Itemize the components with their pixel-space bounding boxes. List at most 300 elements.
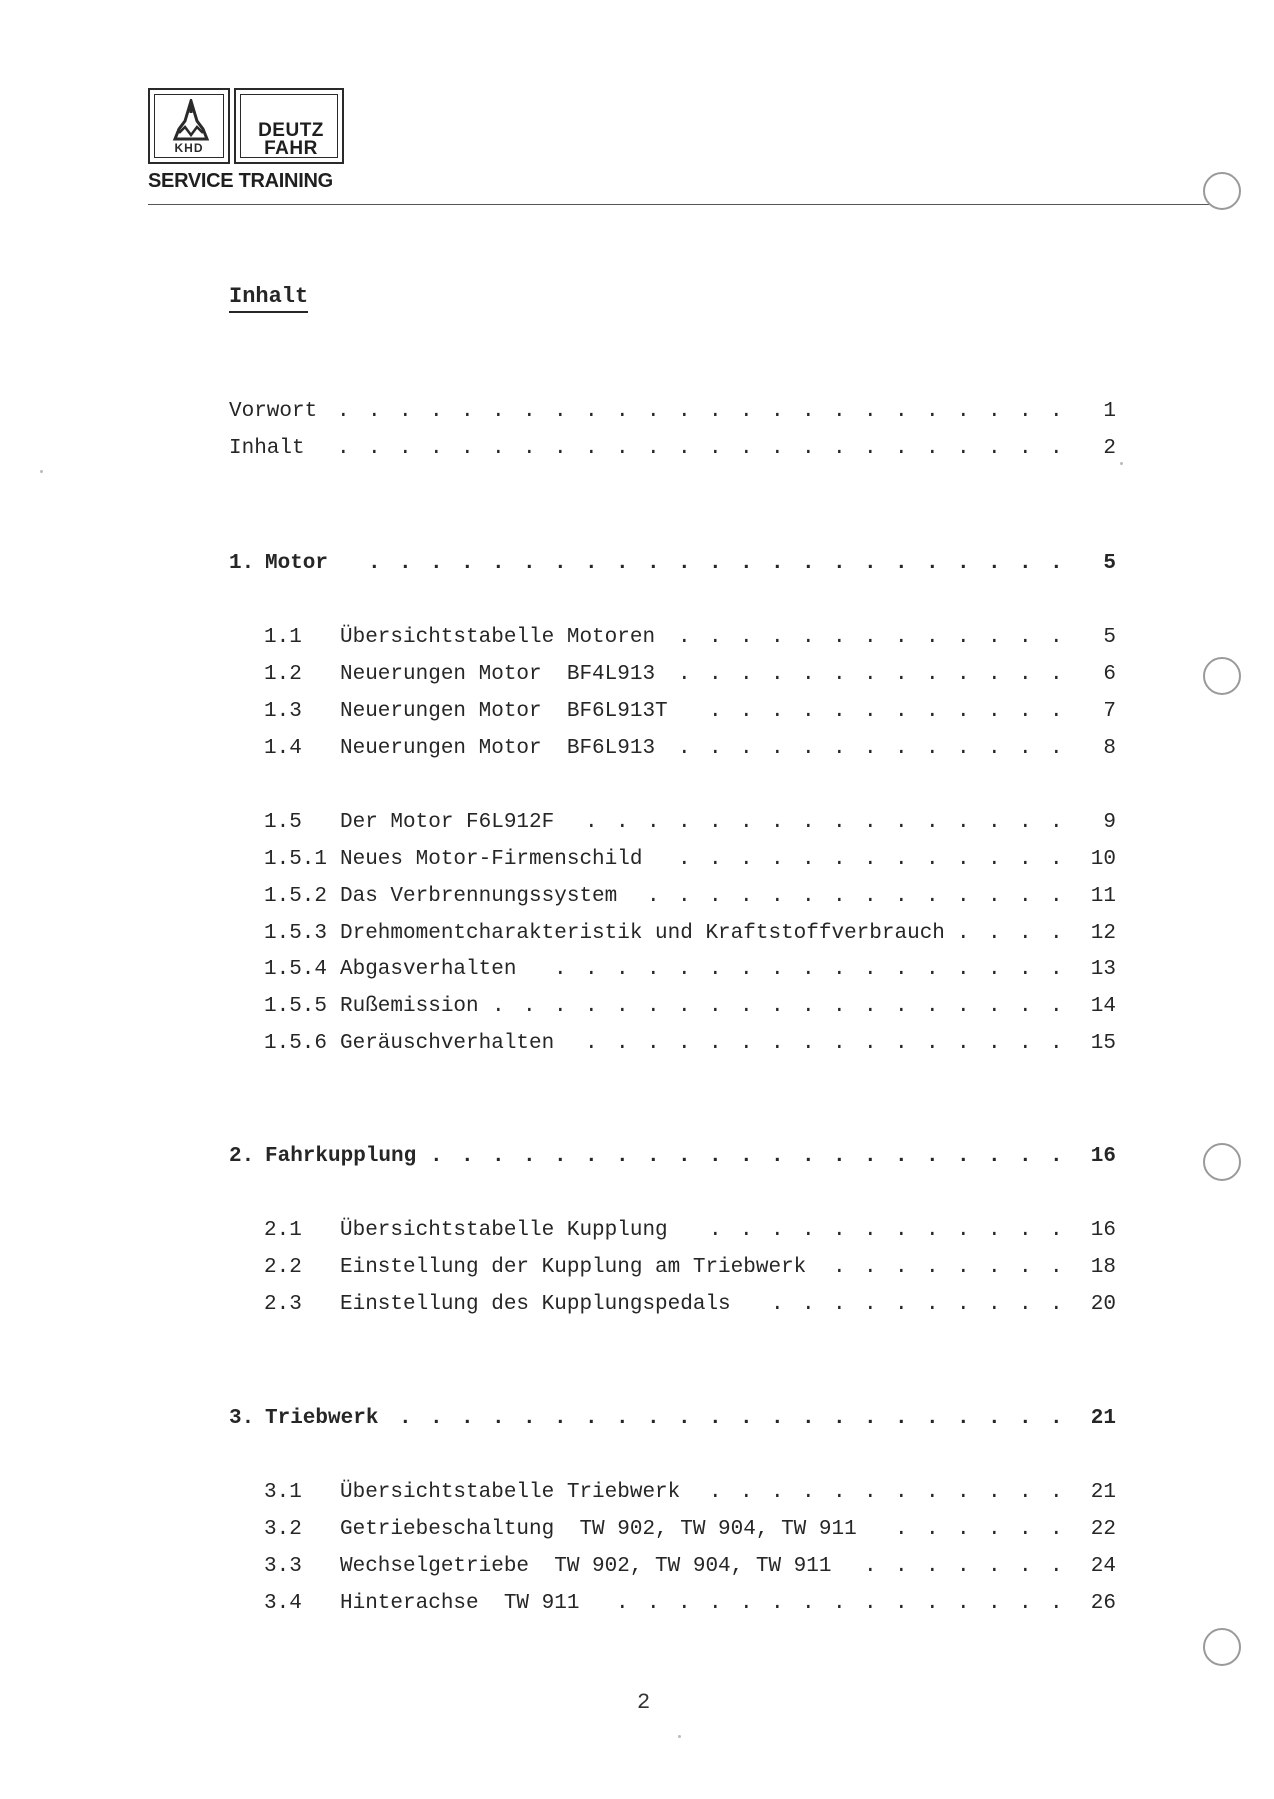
leader-dot: . <box>740 437 753 460</box>
toc-entry <box>264 1029 1116 1059</box>
leader-dot: . <box>864 1293 877 1316</box>
leader-dot: . <box>585 811 598 834</box>
leader-dot: . <box>771 1219 784 1242</box>
toc-entry <box>229 1404 1116 1434</box>
leader-dot: . <box>957 437 970 460</box>
leader-dot: . <box>895 737 908 760</box>
leader-dot: . <box>957 1481 970 1504</box>
leader-dot: . <box>616 552 629 575</box>
leader-dot: . <box>957 811 970 834</box>
leader-dot: . <box>926 1256 939 1279</box>
toc-entry-title: Getriebeschaltung TW 902, TW 904, TW 911 <box>340 1518 857 1541</box>
leader-dot: . <box>1019 922 1032 945</box>
leader-dot: . <box>678 400 691 423</box>
leader-dot: . <box>678 663 691 686</box>
toc-entry-title: Übersichtstabelle Triebwerk <box>340 1481 681 1504</box>
leader-dot: . <box>1050 922 1063 945</box>
leader-dot: . <box>957 1518 970 1541</box>
toc-entry-page: 21 <box>1090 1407 1116 1430</box>
leader-dot: . <box>988 1256 1001 1279</box>
leader-dot: . <box>802 958 815 981</box>
leader-dot: . <box>461 552 474 575</box>
leader-dot: . <box>647 811 660 834</box>
leader-dot: . <box>1019 626 1032 649</box>
leader-dot: . <box>430 400 443 423</box>
leader-dot: . <box>430 1145 443 1168</box>
leader-dot: . <box>895 437 908 460</box>
leader-dot: . <box>1019 958 1032 981</box>
leader-dot: . <box>1019 848 1032 871</box>
leader-dot: . <box>895 958 908 981</box>
leader-dot: . <box>802 1032 815 1055</box>
leader-dot: . <box>585 437 598 460</box>
toc-entry-title: Triebwerk <box>265 1407 379 1430</box>
toc-entry <box>264 623 1116 653</box>
leader-dot: . <box>895 1032 908 1055</box>
leader-dot: . <box>492 995 505 1018</box>
toc-entry-page: 14 <box>1090 995 1116 1018</box>
toc-entry-page: 24 <box>1090 1555 1116 1578</box>
toc-entry-number: 1.5.1 <box>264 848 328 871</box>
leader-dot: . <box>957 1293 970 1316</box>
leader-dot: . <box>957 885 970 908</box>
leader-dot: . <box>647 885 660 908</box>
leader-dot: . <box>802 626 815 649</box>
leader-dot: . <box>957 1145 970 1168</box>
scan-speck <box>678 1735 681 1738</box>
leader-dot: . <box>895 400 908 423</box>
leader-dot: . <box>926 737 939 760</box>
leader-dot: . <box>740 663 753 686</box>
leader-dot: . <box>833 1407 846 1430</box>
leader-dot: . <box>740 700 753 723</box>
leader-dot: . <box>802 737 815 760</box>
leader-dot: . <box>926 1145 939 1168</box>
leader-dot: . <box>492 400 505 423</box>
leader-dot: . <box>1050 885 1063 908</box>
toc-entry-page: 5 <box>1103 626 1116 649</box>
leader-dot: . <box>1019 1518 1032 1541</box>
leader-dot: . <box>895 1592 908 1615</box>
leader-dot: . <box>678 1145 691 1168</box>
toc-entry-number: 1.5.5 <box>264 995 328 1018</box>
toc-entry-page: 6 <box>1103 663 1116 686</box>
toc-entry <box>229 549 1116 579</box>
leader-dot: . <box>1019 437 1032 460</box>
leader-dot: . <box>926 1407 939 1430</box>
leader-dot: . <box>988 1555 1001 1578</box>
toc-entry-number: 1.5.2 <box>264 885 328 908</box>
toc-entry-page: 22 <box>1090 1518 1116 1541</box>
toc-entry-title: Übersichtstabelle Kupplung <box>340 1219 668 1242</box>
toc-entry <box>264 660 1116 690</box>
leader-dot: . <box>988 885 1001 908</box>
toc-entry-title: Das Verbrennungssystem <box>340 885 618 908</box>
leader-dot: . <box>647 1592 660 1615</box>
leader-dot: . <box>740 626 753 649</box>
leader-dot: . <box>771 1407 784 1430</box>
leader-dot: . <box>957 626 970 649</box>
leader-dot: . <box>740 1407 753 1430</box>
toc-entry <box>264 1478 1116 1508</box>
leader-dot: . <box>616 811 629 834</box>
toc-entry-number: 2.3 <box>264 1293 302 1316</box>
toc-entry-title: Einstellung des Kupplungspedals <box>340 1293 731 1316</box>
leader-dot: . <box>895 1293 908 1316</box>
toc-entry-number: 1. <box>229 552 255 575</box>
leader-dot: . <box>771 848 784 871</box>
leader-dot: . <box>988 737 1001 760</box>
leader-dot: . <box>1050 400 1063 423</box>
toc-entry-title: Hinterachse TW 911 <box>340 1592 580 1615</box>
leader-dot: . <box>523 1145 536 1168</box>
leader-dot: . <box>709 1219 722 1242</box>
leader-dot: . <box>1050 1407 1063 1430</box>
leader-dot: . <box>864 1219 877 1242</box>
leader-dot: . <box>740 1145 753 1168</box>
leader-dot: . <box>895 1555 908 1578</box>
leader-dot: . <box>802 995 815 1018</box>
leader-dot: . <box>988 1032 1001 1055</box>
leader-dot: . <box>771 1032 784 1055</box>
leader-dot: . <box>926 848 939 871</box>
leader-dot: . <box>957 1555 970 1578</box>
toc-entry-number: 1.4 <box>264 737 302 760</box>
leader-dot: . <box>926 700 939 723</box>
leader-dot: . <box>1019 995 1032 1018</box>
toc-entry <box>264 992 1116 1022</box>
leader-dot: . <box>833 958 846 981</box>
leader-dot: . <box>802 552 815 575</box>
leader-dot: . <box>616 1592 629 1615</box>
leader-dot: . <box>833 400 846 423</box>
leader-dot: . <box>647 400 660 423</box>
leader-dot: . <box>833 1592 846 1615</box>
leader-dot: . <box>1050 1219 1063 1242</box>
leader-dot: . <box>895 1481 908 1504</box>
toc-entry-title: Übersichtstabelle Motoren <box>340 626 656 649</box>
binder-hole <box>1203 172 1241 210</box>
leader-dot: . <box>957 1219 970 1242</box>
leader-dot: . <box>895 1407 908 1430</box>
leader-dot: . <box>833 626 846 649</box>
leader-dot: . <box>802 1145 815 1168</box>
toc-entry-title: Inhalt <box>229 437 305 460</box>
leader-dot: . <box>926 626 939 649</box>
leader-dot: . <box>895 700 908 723</box>
leader-dot: . <box>647 552 660 575</box>
leader-dot: . <box>802 437 815 460</box>
toc-entry-number: 1.5.4 <box>264 958 328 981</box>
leader-dot: . <box>740 1481 753 1504</box>
leader-dot: . <box>864 400 877 423</box>
leader-dot: . <box>833 1256 846 1279</box>
leader-dot: . <box>1019 1555 1032 1578</box>
leader-dot: . <box>926 1555 939 1578</box>
leader-dot: . <box>678 552 691 575</box>
leader-dot: . <box>864 737 877 760</box>
toc-entry-page: 11 <box>1090 885 1116 908</box>
toc-entry-page: 20 <box>1090 1293 1116 1316</box>
toc-entry <box>229 434 1116 464</box>
leader-dot: . <box>771 400 784 423</box>
leader-dot: . <box>833 737 846 760</box>
leader-dot: . <box>740 1219 753 1242</box>
toc-entry-title: Rußemission <box>340 995 479 1018</box>
leader-dot: . <box>926 811 939 834</box>
khd-word: KHD <box>174 141 204 155</box>
leader-dot: . <box>709 626 722 649</box>
toc-entry <box>264 1589 1116 1619</box>
leader-dot: . <box>1019 400 1032 423</box>
leader-dot: . <box>1050 1481 1063 1504</box>
toc-entry-page: 16 <box>1090 1145 1116 1168</box>
leader-dot: . <box>1050 958 1063 981</box>
leader-dot: . <box>771 811 784 834</box>
leader-dot: . <box>895 1219 908 1242</box>
leader-dot: . <box>957 1592 970 1615</box>
leader-dot: . <box>554 995 567 1018</box>
leader-dot: . <box>647 1032 660 1055</box>
leader-dot: . <box>616 1407 629 1430</box>
leader-dot: . <box>647 1407 660 1430</box>
leader-dot: . <box>616 437 629 460</box>
toc-entry-page: 26 <box>1090 1592 1116 1615</box>
leader-dot: . <box>678 1032 691 1055</box>
leader-dot: . <box>740 400 753 423</box>
leader-dot: . <box>337 400 350 423</box>
leader-dot: . <box>709 958 722 981</box>
leader-dot: . <box>988 995 1001 1018</box>
leader-dot: . <box>678 1592 691 1615</box>
toc-entry-number: 1.5.6 <box>264 1032 328 1055</box>
leader-dot: . <box>1019 1407 1032 1430</box>
leader-dot: . <box>926 1592 939 1615</box>
leader-dot: . <box>554 400 567 423</box>
brand-line-1: DEUTZ <box>258 120 324 141</box>
leader-dot: . <box>492 1145 505 1168</box>
toc-entry-number: 1.3 <box>264 700 302 723</box>
leader-dot: . <box>833 885 846 908</box>
leader-dot: . <box>585 552 598 575</box>
toc-entry-title: Drehmomentcharakteristik und Kraftstoffverbrauch <box>340 922 945 945</box>
leader-dot: . <box>895 1518 908 1541</box>
leader-dot: . <box>585 1407 598 1430</box>
leader-dot: . <box>1019 1145 1032 1168</box>
toc-entry-page: 21 <box>1090 1481 1116 1504</box>
toc-entry-page: 9 <box>1103 811 1116 834</box>
leader-dot: . <box>368 400 381 423</box>
leader-dot: . <box>895 995 908 1018</box>
leader-dot: . <box>399 1407 412 1430</box>
leader-dot: . <box>461 1407 474 1430</box>
leader-dot: . <box>988 663 1001 686</box>
leader-dot: . <box>399 400 412 423</box>
leader-dot: . <box>1019 1481 1032 1504</box>
toc-entry-title: Abgasverhalten <box>340 958 517 981</box>
leader-dot: . <box>895 626 908 649</box>
scan-speck <box>40 470 43 473</box>
leader-dot: . <box>740 848 753 871</box>
leader-dot: . <box>709 1407 722 1430</box>
leader-dot: . <box>430 1407 443 1430</box>
toc-entry-title: Der Motor F6L912F <box>340 811 555 834</box>
leader-dot: . <box>926 958 939 981</box>
toc-entry-number: 3. <box>229 1407 255 1430</box>
toc-entry-page: 7 <box>1103 700 1116 723</box>
leader-dot: . <box>771 552 784 575</box>
leader-dot: . <box>585 958 598 981</box>
leader-dot: . <box>616 400 629 423</box>
leader-dot: . <box>802 400 815 423</box>
binder-hole <box>1203 657 1241 695</box>
leader-dot: . <box>647 958 660 981</box>
leader-dot: . <box>833 1145 846 1168</box>
leader-dot: . <box>771 700 784 723</box>
toc-entry <box>264 882 1116 912</box>
leader-dot: . <box>585 400 598 423</box>
leader-dot: . <box>616 1145 629 1168</box>
leader-dot: . <box>492 437 505 460</box>
header-rule <box>148 204 1210 205</box>
leader-dot: . <box>709 700 722 723</box>
toc-entry <box>264 919 1116 949</box>
leader-dot: . <box>864 1145 877 1168</box>
scan-speck <box>1120 462 1123 465</box>
leader-dot: . <box>709 995 722 1018</box>
leader-dot: . <box>802 1293 815 1316</box>
toc-entry-title: Einstellung der Kupplung am Triebwerk <box>340 1256 807 1279</box>
leader-dot: . <box>678 958 691 981</box>
leader-dot: . <box>802 1592 815 1615</box>
toc-entry-page: 8 <box>1103 737 1116 760</box>
leader-dot: . <box>709 885 722 908</box>
leader-dot: . <box>1019 700 1032 723</box>
leader-dot: . <box>523 400 536 423</box>
leader-dot: . <box>554 1407 567 1430</box>
leader-dot: . <box>647 995 660 1018</box>
toc-entry-page: 2 <box>1103 437 1116 460</box>
leader-dot: . <box>988 958 1001 981</box>
leader-dot: . <box>864 811 877 834</box>
leader-dot: . <box>678 848 691 871</box>
leader-dot: . <box>926 400 939 423</box>
leader-dot: . <box>678 626 691 649</box>
toc-entry-number: 1.5 <box>264 811 302 834</box>
leader-dot: . <box>802 885 815 908</box>
leader-dot: . <box>554 1145 567 1168</box>
toc-entry-page: 12 <box>1090 922 1116 945</box>
leader-dot: . <box>957 995 970 1018</box>
leader-dot: . <box>523 437 536 460</box>
leader-dot: . <box>988 400 1001 423</box>
leader-dot: . <box>833 700 846 723</box>
leader-dot: . <box>864 552 877 575</box>
leader-dot: . <box>368 437 381 460</box>
toc-entry-title: Motor <box>265 552 329 575</box>
leader-dot: . <box>895 663 908 686</box>
leader-dot: . <box>864 437 877 460</box>
leader-dot: . <box>802 1481 815 1504</box>
leader-dot: . <box>771 885 784 908</box>
leader-dot: . <box>616 995 629 1018</box>
leader-dot: . <box>988 1407 1001 1430</box>
leader-dot: . <box>895 552 908 575</box>
toc-entry-title: Fahrkupplung <box>265 1145 417 1168</box>
leader-dot: . <box>368 552 381 575</box>
leader-dot: . <box>957 700 970 723</box>
leader-dot: . <box>709 737 722 760</box>
leader-dot: . <box>1050 995 1063 1018</box>
leader-dot: . <box>1050 848 1063 871</box>
leader-dot: . <box>864 1555 877 1578</box>
leader-dot: . <box>864 958 877 981</box>
leader-dot: . <box>740 1032 753 1055</box>
toc-entry-page: 16 <box>1090 1219 1116 1242</box>
leader-dot: . <box>1050 626 1063 649</box>
leader-dot: . <box>926 1293 939 1316</box>
toc-entry <box>264 734 1116 764</box>
leader-dot: . <box>802 848 815 871</box>
leader-dot: . <box>585 995 598 1018</box>
leader-dot: . <box>771 1481 784 1504</box>
leader-dot: . <box>554 552 567 575</box>
leader-dot: . <box>988 1592 1001 1615</box>
toc-entry-number: 1.2 <box>264 663 302 686</box>
page-number: 2 <box>637 1690 651 1715</box>
leader-dot: . <box>1019 1032 1032 1055</box>
leader-dot: . <box>461 400 474 423</box>
leader-dot: . <box>988 922 1001 945</box>
leader-dot: . <box>864 1592 877 1615</box>
leader-dot: . <box>554 958 567 981</box>
leader-dot: . <box>988 700 1001 723</box>
leader-dot: . <box>771 958 784 981</box>
leader-dot: . <box>802 663 815 686</box>
leader-dot: . <box>895 1256 908 1279</box>
leader-dot: . <box>1050 437 1063 460</box>
deutz-fahr-box <box>234 88 344 164</box>
leader-dot: . <box>1019 552 1032 575</box>
toc-entry <box>264 1552 1116 1582</box>
leader-dot: . <box>709 1481 722 1504</box>
leader-dot: . <box>1050 1293 1063 1316</box>
toc-entry <box>264 808 1116 838</box>
leader-dot: . <box>864 663 877 686</box>
leader-dot: . <box>864 1032 877 1055</box>
leader-dot: . <box>926 885 939 908</box>
leader-dot: . <box>833 552 846 575</box>
toc-entry-number: 1.5.3 <box>264 922 328 945</box>
leader-dot: . <box>833 437 846 460</box>
khd-mountain-icon <box>155 99 227 147</box>
leader-dot: . <box>1050 737 1063 760</box>
toc-entry-title: Vorwort <box>229 400 318 423</box>
leader-dot: . <box>647 437 660 460</box>
leader-dot: . <box>833 1032 846 1055</box>
leader-dot: . <box>988 811 1001 834</box>
leader-dot: . <box>1050 1555 1063 1578</box>
leader-dot: . <box>709 811 722 834</box>
toc-entry <box>264 697 1116 727</box>
toc-entry-number: 2. <box>229 1145 255 1168</box>
leader-dot: . <box>740 995 753 1018</box>
leader-dot: . <box>1019 1256 1032 1279</box>
leader-dot: . <box>895 1145 908 1168</box>
brand-line-2: FAHR <box>264 138 318 159</box>
binder-hole <box>1203 1143 1241 1181</box>
leader-dot: . <box>833 1219 846 1242</box>
